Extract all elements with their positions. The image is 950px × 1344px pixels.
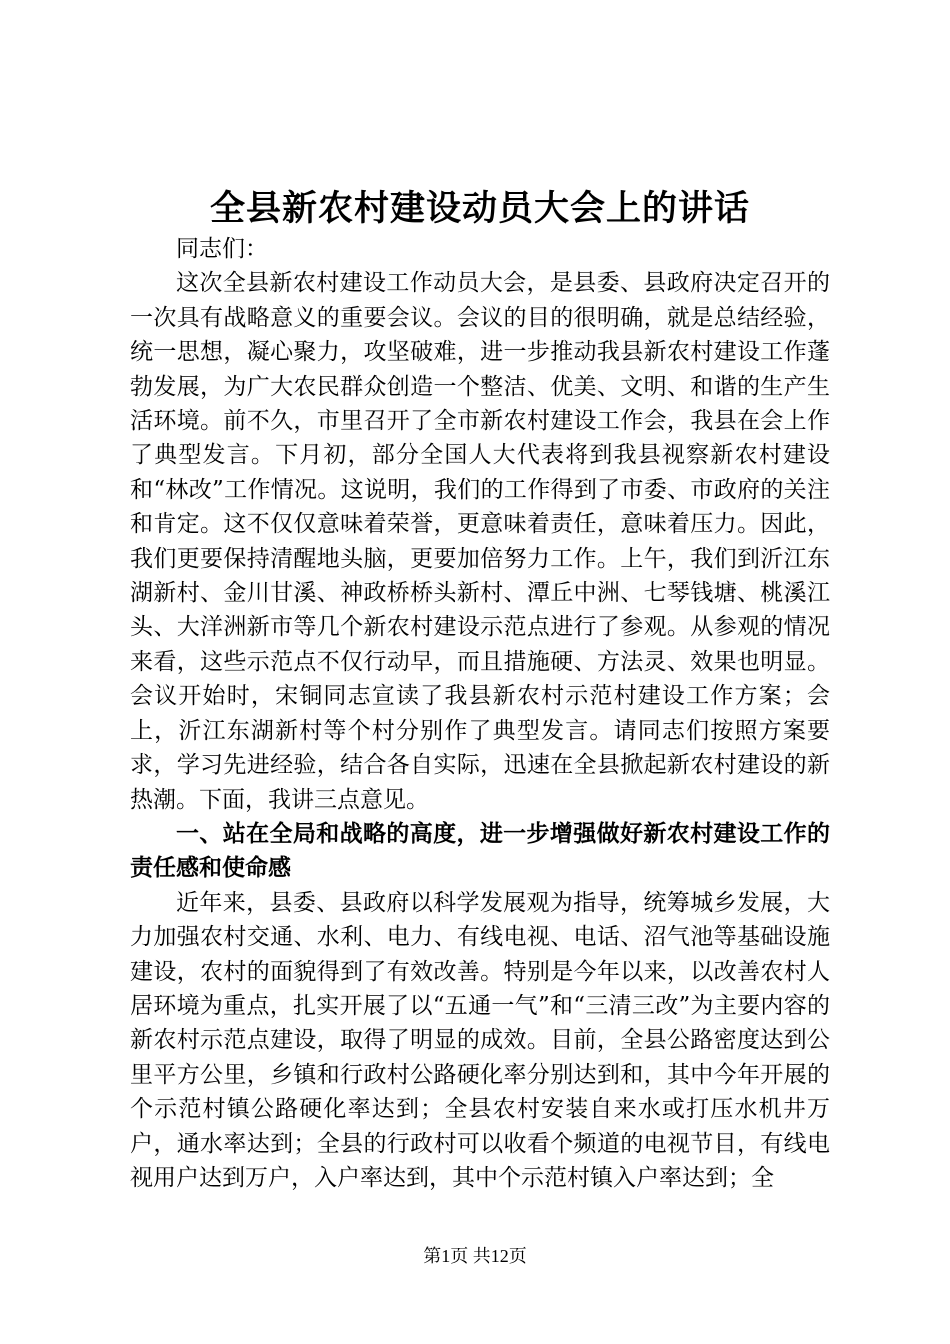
document-body [130, 232, 830, 1195]
intro-paragraph: 这次全县新农村建设工作动员大会，是县委、县政府决定召开的一次具有战略意义的重要会议。会议的目的很明确，就是总结经验，统一思想，凝心聚力，攻坚破难，进一步推动我县新农村建设工作蓬勃发展，为广大农民群众创造一个整洁、优美、文明、和谐的生产生活环境。前不久，市里召开了全市新农村建设工作会，我县在会上作了典型发言。下月初，部分全国人大代表将到我县视察新农村建设和“林改”工作情况。这说明，我们的工作得到了市委、市政府的关注和肯定。这不仅仅意味着荣誉，更意味着责任，意味着压力。因此，我们更要保持清醒地头脑，更要加倍努力工作。上午，我们到沂江东湖新村、金川甘溪、神政桥桥头新村、潭丘中洲、七琴钱塘、桃溪江头、大洋洲新市等几个新农村建设示范点进行了参观。从参观的情况来看，这些示范点不仅行动早，而且措施硬、方法灵、效果也明显。会议开始时，宋铜同志宣读了我县新农村示范村建设工作方案；会上，沂江东湖新村等个村分别作了典型发言。请同志们按照方案要求，学习先进经验，结合各自实际，迅速在全县掀起新农村建设的新热潮。下面，我讲三点意见。 [130, 270, 830, 813]
page-footer: 第1页 共12页 [423, 1246, 527, 1266]
document-title: 全县新农村建设动员大会上的讲话 [209, 188, 750, 229]
section-paragraph: 近年来，县委、县政府以科学发展观为指导，统筹城乡发展，大力加强农村交通、水利、电力、有线电视、电话、沼气池等基础设施建设，农村的面貌得到了有效改善。特别是今年以来，以改善农村人居环境为重点，扎实开展了以“五通一气”和“三清三改”为主要内容的新农村示范点建设，取得了明显的成效。目前，全县公路密度达到公里平方公里，乡镇和行政村公路硬化率分别达到和，其中今年开展的个示范村镇公路硬化率达到；全县农村安装自来水或打压水机井万户，通水率达到；全县的行政村可以收看个频道的电视节目，有线电视用户达到万户，入户率达到，其中个示范村镇入户率达到；全 [130, 889, 830, 1191]
greeting: 同志们： [176, 236, 268, 262]
section-heading: 一、站在全局和战略的高度，进一步增强做好新农村建设工作的责任感和使命感 [130, 820, 830, 882]
